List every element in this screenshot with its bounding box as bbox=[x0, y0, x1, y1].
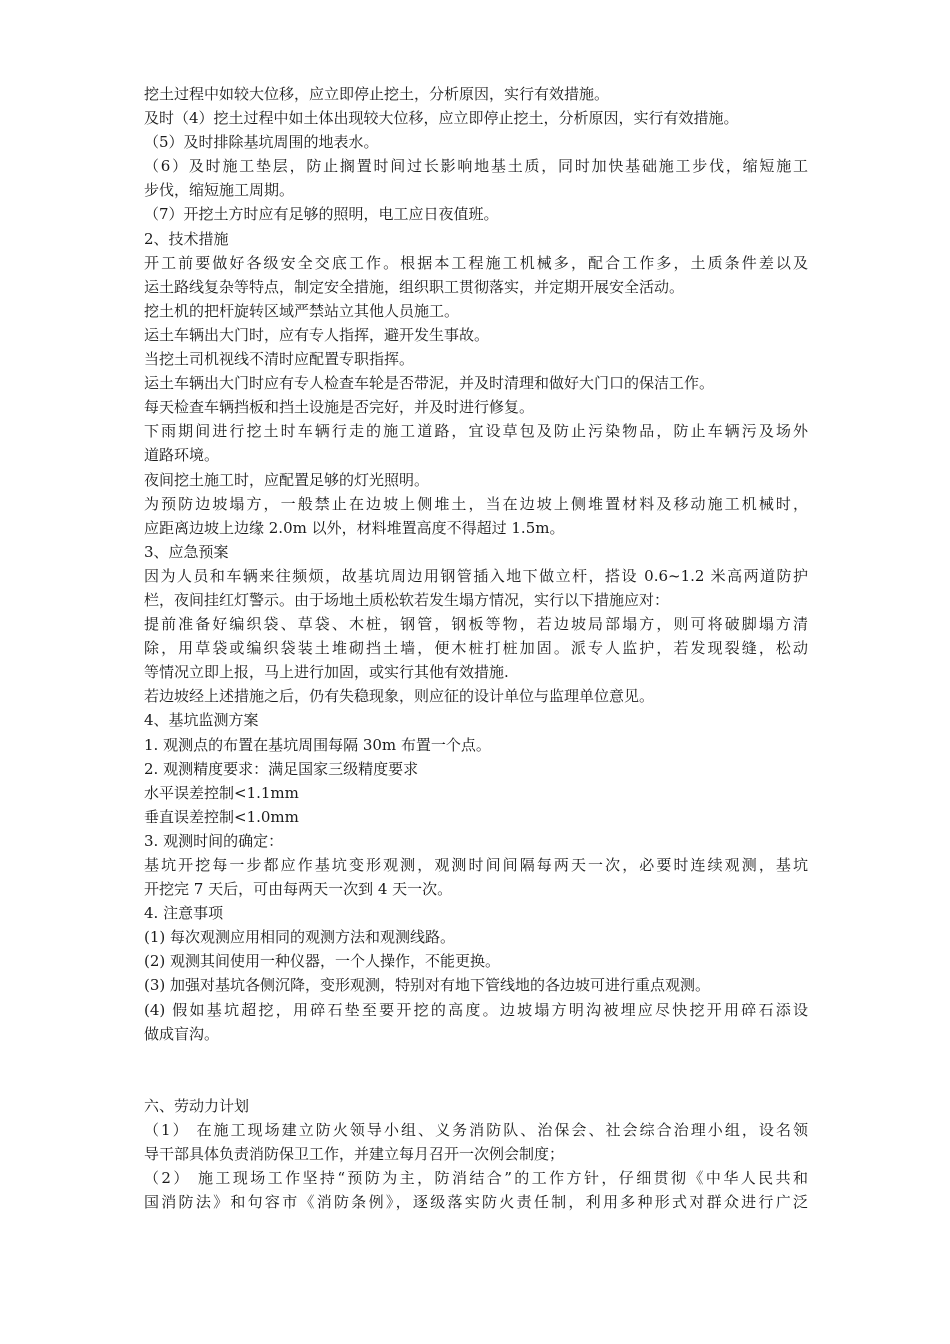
text-line: 提前准备好编织袋、草袋、木桩，钢管，钢板等物，若边坡局部塌方，则可将破脚塌方清 bbox=[144, 615, 808, 634]
text-line: 2. 观测精度要求：满足国家三级精度要求 bbox=[144, 759, 419, 778]
text-line: (3) 加强对基坑各侧沉降，变形观测，特别对有地下管线地的各边坡可进行重点观测。 bbox=[144, 976, 711, 995]
text-line: （7）开挖土方时应有足够的照明，电工应日夜值班。 bbox=[144, 205, 499, 224]
blank-line bbox=[144, 1046, 808, 1070]
text-line: (2) 观测其间使用一种仪器，一个人操作，不能更换。 bbox=[144, 952, 501, 971]
text-line: 为预防边坡塌方，一般禁止在边坡上侧堆土，当在边坡上侧堆置材料及移动施工机械时， bbox=[144, 494, 808, 513]
text-line: 挖土过程中如较大位移，应立即停止挖土，分析原因，实行有效措施。 bbox=[144, 85, 610, 103]
text-line: 因为人员和车辆来往频烦，故基坑周边用钢管插入地下做立杆，搭设 0.6~1.2 米高两道防护 bbox=[144, 566, 808, 585]
text-line: 当挖土司机视线不清时应配置专职指挥。 bbox=[144, 350, 415, 369]
text-line: 道路环境。 bbox=[144, 446, 220, 465]
text-line: 除，用草袋或编织袋装土堆砌挡土墙，便木桩打桩加固。派专人监护，若发现裂缝，松动 bbox=[144, 639, 808, 658]
document-body bbox=[144, 82, 808, 1214]
text-line: 运土车辆出大门时应有专人检查车轮是否带泥，并及时清理和做好大门口的保洁工作。 bbox=[144, 374, 715, 393]
text-line: 每天检查车辆挡板和挡土设施是否完好，并及时进行修复。 bbox=[144, 398, 535, 417]
text-line: 夜间挖土施工时，应配置足够的灯光照明。 bbox=[144, 470, 430, 489]
text-line: 运土路线复杂等特点，制定安全措施，组织职工贯彻落实，并定期开展安全活动。 bbox=[144, 277, 685, 296]
text-line: 步伐，缩短施工周期。 bbox=[144, 181, 295, 200]
text-line: 做成盲沟。 bbox=[144, 1024, 220, 1043]
text-line: 挖土机的把杆旋转区域严禁站立其他人员施工。 bbox=[144, 301, 460, 320]
text-line: 基坑开挖每一步都应作基坑变形观测，观测时间间隔每两天一次，必要时连续观测，基坑 bbox=[144, 856, 808, 874]
text-line: 开挖完 7 天后，可由每两天一次到 4 天一次。 bbox=[144, 880, 453, 899]
text-line: 下雨期间进行挖土时车辆行走的施工道路，宜设草包及防止污染物品，防止车辆污及场外 bbox=[144, 422, 808, 441]
text-line: (4) 假如基坑超挖，用碎石垫至要开挖的高度。边坡塌方明沟被埋应尽快挖开用碎石添设 bbox=[144, 1000, 808, 1019]
text-line: （5）及时排除基坑周围的地表水。 bbox=[144, 133, 379, 152]
text-line: 等情况立即上报，马上进行加固，或实行其他有效措施. bbox=[144, 663, 509, 682]
text-line: （2） 施工现场工作坚持“预防为主，防消结合”的工作方针，仔细贯彻《中华人民共和 bbox=[144, 1169, 808, 1188]
text-line: 垂直误差控制<1.0mm bbox=[144, 807, 299, 826]
text-line: （6）及时施工垫层，防止搁置时间过长影响地基土质，同时加快基础施工步伐，缩短施工 bbox=[144, 157, 808, 176]
text-line: 运土车辆出大门时，应有专人指挥，避开发生事故。 bbox=[144, 325, 490, 344]
text-line: 国消防法》和句容市《消防条例》，逐级落实防火责任制，利用多种形式对群众进行广泛 bbox=[144, 1193, 808, 1212]
text-line: 1. 观测点的布置在基坑周围每隔 30m 布置一个点。 bbox=[144, 735, 491, 754]
text-line: 开工前要做好各级安全交底工作。根据本工程施工机械多，配合工作多，土质条件差以及 bbox=[144, 253, 808, 272]
text-line: 4. 注意事项 bbox=[144, 904, 224, 923]
text-line: 2、技术措施 bbox=[144, 229, 229, 248]
text-line: 及时（4）挖土过程中如土体出现较大位移，应立即停止挖土，分析原因，实行有效措施。 bbox=[144, 109, 739, 128]
text-line: 栏，夜间挂红灯警示。由于场地土质松软若发生塌方情况，实行以下措施应对： bbox=[144, 590, 670, 609]
text-line: 导干部具体负责消防保卫工作，并建立每月召开一次例会制度； bbox=[144, 1145, 565, 1164]
text-line: 若边坡经上述措施之后，仍有失稳现象，则应征的设计单位与监理单位意见。 bbox=[144, 687, 655, 706]
text-line: 4、基坑监测方案 bbox=[144, 711, 259, 730]
text-line: 3、应急预案 bbox=[144, 542, 229, 561]
text-line: (1) 每次观测应用相同的观测方法和观测线路。 bbox=[144, 928, 456, 947]
blank-line bbox=[144, 1070, 808, 1094]
text-line: 应距离边坡上边缘 2.0m 以外，材料堆置高度不得超过 1.5m。 bbox=[144, 518, 565, 537]
text-line: 3. 观测时间的确定： bbox=[144, 831, 284, 850]
text-line: 水平误差控制<1.1mm bbox=[144, 783, 299, 802]
text-line: （1） 在施工现场建立防火领导小组、义务消防队、治保会、社会综合治理小组，设名领 bbox=[144, 1121, 808, 1140]
text-line: 六、劳动力计划 bbox=[144, 1096, 250, 1115]
